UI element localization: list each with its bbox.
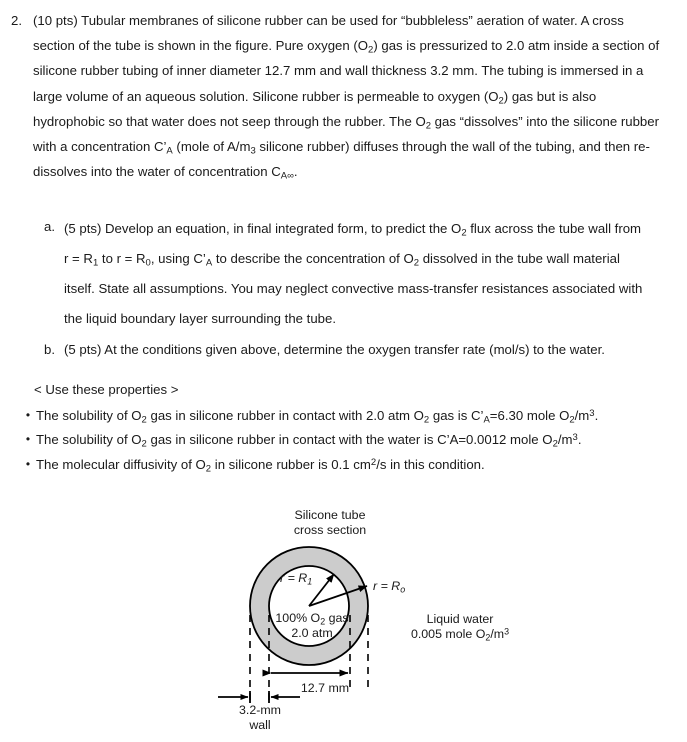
water-label-line-1: Liquid water bbox=[426, 612, 494, 626]
question-row bbox=[0, 8, 687, 184]
gas-label-line-1: 100% $O_2$ gas bbox=[275, 611, 349, 627]
bullet-icon: • bbox=[25, 432, 31, 446]
bullet-icon: • bbox=[25, 407, 31, 422]
inner-diameter-label: 12.7 mm bbox=[300, 681, 350, 695]
gas-label-line-2: 2.0 atm bbox=[291, 626, 333, 640]
property-item bbox=[0, 429, 687, 451]
subpart-a-letter: a. bbox=[44, 219, 55, 234]
inner-radius-label: $r = R_1$ bbox=[280, 571, 313, 587]
question-paragraph: (10 pts) Tubular membranes of silicone rubber can be used for “bubbleless” aeration of water. A cross section of the tube is shown in the figure. Pure oxygen $(O_2)$ gas is pressurized to 2.0 atm inside a section of silicone rubber tubing of inner diameter 12.7 mm and wall thickness 3.2 mm. The tubing is immersed in a large volume of an aqueous solution. Silicone rubber is permeable to oxygen $(O_2)$ gas but is also hydrophobic so that water does not seep through the rubber. The $O_2$ gas “dissolves” into the silicone rubber with a concentration $C’_A$ (mole of $A/m_3$ silicone rubber) diffuses through the wall of the tubing, and then re-dissolves into the water of concentration $C_{A\infty}$. bbox=[33, 13, 660, 182]
gas-label bbox=[252, 611, 372, 641]
subpart-a-text: (5 pts) Develop an equation, in final integrated form, to predict the $O_2$ flux across the tube wall from $r = R_1$ to $r = R_0$, using $C’_A$ to describe the concentration of $O_2$ dissolved in the tube wall material itself. State all assumptions. You may neglect convective mass-transfer resistances associated with the liquid boundary layer surrounding the tube. bbox=[64, 221, 643, 326]
question-body bbox=[33, 8, 667, 184]
question-number: 2. bbox=[11, 13, 22, 28]
bullet-icon: • bbox=[25, 456, 31, 471]
water-label bbox=[370, 612, 550, 642]
tube-cross-section-figure bbox=[170, 505, 590, 742]
property-item bbox=[0, 405, 687, 427]
subparts-list bbox=[44, 214, 664, 363]
wall-thickness-label bbox=[210, 703, 310, 733]
subpart-b bbox=[44, 337, 664, 363]
question-block bbox=[0, 8, 687, 184]
properties-title: < Use these properties > bbox=[34, 382, 179, 397]
wall-thickness-line-1: 3.2-mm bbox=[239, 703, 281, 717]
subpart-a bbox=[44, 214, 664, 334]
figure-title-line-2: cross section bbox=[293, 523, 367, 537]
property-text: The solubility of $O_2$ gas in silicone rubber in contact with 2.0 atm $O_2$ gas is $C’_A=6.30$ mole $O_2/m^3$. bbox=[36, 407, 599, 426]
property-text: The solubility of $O_2$ gas in silicone rubber in contact with the water is C’A=0.0012 mole $O_2/m^3$. bbox=[36, 432, 582, 450]
subpart-b-text: (5 pts) At the conditions given above, determine the oxygen transfer rate (mol/s) to the water. bbox=[64, 342, 605, 357]
figure-title-line-1: Silicone tube bbox=[294, 508, 366, 522]
outer-radius-label: $r = R_o$ bbox=[373, 579, 406, 595]
water-label-line-2: 0.005 mole $O_2/m^3$ bbox=[410, 626, 510, 643]
properties-block bbox=[0, 379, 687, 478]
wall-thickness-line-2: wall bbox=[249, 718, 271, 732]
property-text: The molecular diffusivity of $O_2$ in silicone rubber is 0.1 $cm^2/s$ in this condition. bbox=[36, 456, 485, 475]
property-item bbox=[0, 454, 687, 476]
subpart-b-letter: b. bbox=[44, 342, 55, 357]
